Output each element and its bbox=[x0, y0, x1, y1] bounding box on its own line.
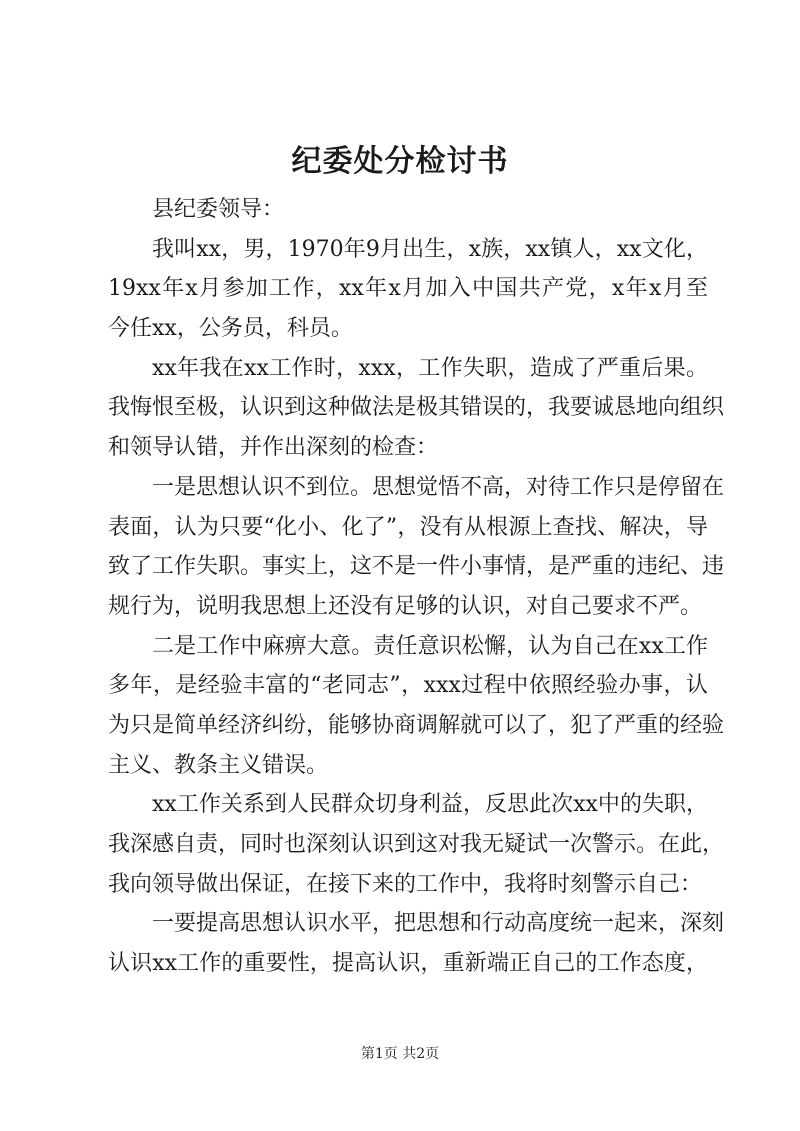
text-line: xx工作关系到人民群众切身利益，反思此次xx中的失职， bbox=[152, 792, 708, 818]
document-body bbox=[108, 190, 725, 984]
text-line: 二是工作中麻痹大意。责任意识松懈，认为自己在xx工作 bbox=[152, 633, 708, 659]
text-line: 今任xx，公务员，科员。 bbox=[108, 316, 353, 342]
text-line: 我深感自责，同时也深刻认识到这对我无疑试一次警示。在此， bbox=[108, 832, 725, 857]
text-line: 县纪委领导： bbox=[152, 197, 285, 222]
text-line: 19xx年x月参加工作，xx年x月加入中国共产党，x年x月至 bbox=[108, 276, 708, 302]
text-line: 为只是简单经济纠纷，能够协商调解就可以了，犯了严重的经验 bbox=[108, 712, 725, 738]
text-line: xx年我在xx工作时，xxx，工作失职，造成了严重后果。 bbox=[152, 355, 708, 381]
text-line: 一要提高思想认识水平，把思想和行动高度统一起来，深刻 bbox=[152, 911, 725, 937]
text-line: 我叫xx，男，1970年9月出生，x族，xx镇人，xx文化， bbox=[152, 236, 708, 262]
text-line: 我向领导做出保证，在接下来的工作中，我将时刻警示自己： bbox=[108, 871, 703, 897]
document-title: 纪委处分检讨书 bbox=[291, 144, 509, 179]
page-footer: 第1页 共2页 bbox=[360, 1046, 440, 1062]
text-line: 一是思想认识不到位。思想觉悟不高，对待工作只是停留在 bbox=[152, 474, 725, 500]
text-line: 规行为，说明我思想上还没有足够的认识，对自己要求不严。 bbox=[108, 593, 703, 619]
text-line: 主义、教条主义错误。 bbox=[108, 752, 329, 778]
text-line: 和领导认错，并作出深刻的检查： bbox=[108, 435, 439, 461]
text-line: 我悔恨至极，认识到这种做法是极其错误的，我要诚恳地向组织 bbox=[108, 395, 725, 421]
text-line: 多年，是经验丰富的“老同志”，xxx过程中依照经验办事，认 bbox=[108, 673, 708, 699]
text-line: 致了工作失职。事实上，这不是一件小事情，是严重的违纪、违 bbox=[108, 554, 725, 580]
text-line: 认识xx工作的重要性，提高认识，重新端正自己的工作态度， bbox=[108, 951, 708, 977]
text-line: 表面，认为只要“化小、化了”，没有从根源上查找、解决，导 bbox=[108, 514, 708, 540]
